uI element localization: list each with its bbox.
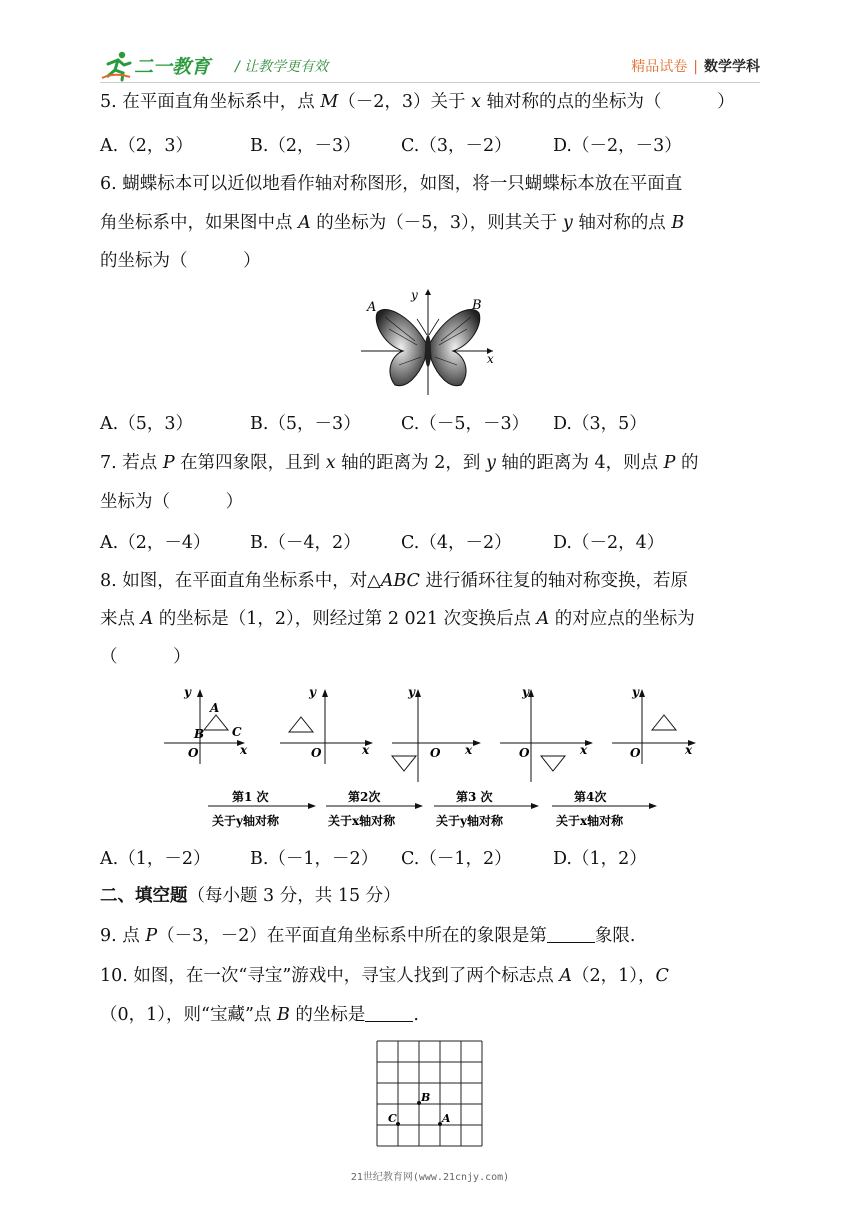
label-x: x — [487, 352, 494, 366]
svg-text:第2次: 第2次 — [348, 790, 381, 804]
svg-text:关于y轴对称: 关于y轴对称 — [212, 814, 279, 828]
panel-2 — [280, 685, 372, 764]
step-2 — [326, 789, 422, 828]
q5-option-b[interactable]: B.（2，－3） — [250, 136, 361, 156]
runner-logo-icon — [100, 48, 134, 82]
q8-line1: 8. 如图，在平面直角坐标系中，对△ABC 进行循环往复的轴对称变换，若原 — [100, 571, 688, 591]
page-footer: 21世纪教育网(www.21cnjy.com) — [350, 1172, 510, 1183]
q8-line2: 来点 A 的坐标是（1，2），则经过第 2 021 次变换后点 A 的对应点的坐标为 — [100, 609, 695, 629]
step-1 — [208, 789, 315, 828]
q10-line1: 10. 如图，在一次“寻宝”游戏中，寻宝人找到了两个标志点 A（2，1），C — [100, 966, 669, 986]
q7-line1: 7. 若点 P 在第四象限，且到 x 轴的距离为 2，到 y 轴的距离为 4，则点 P 的 — [100, 453, 699, 473]
q7-option-a[interactable]: A.（2，－4） — [100, 533, 211, 553]
svg-text:O: O — [188, 746, 199, 760]
panel-3 — [392, 685, 480, 782]
panel-5 — [612, 685, 695, 764]
panel-1 — [164, 685, 248, 764]
q7-line2: 坐标为（ ） — [100, 492, 244, 512]
q6-option-b[interactable]: B.（5，－3） — [250, 414, 361, 434]
label-a: A — [367, 300, 377, 315]
q6-option-d[interactable]: D.（3，5） — [553, 414, 647, 434]
q10-line2: （0，1），则“宝藏”点 B 的坐标是 . — [100, 1005, 419, 1025]
svg-text:x: x — [685, 743, 693, 757]
q9-answer-blank[interactable] — [547, 924, 595, 943]
q7-option-d[interactable]: D.（－2，4） — [553, 533, 665, 553]
q8-option-a[interactable]: A.（1，－2） — [100, 849, 211, 869]
svg-text:O: O — [519, 746, 530, 760]
svg-text:关于x轴对称: 关于x轴对称 — [556, 814, 624, 828]
header-subject: 数学学科 — [704, 59, 760, 75]
label-b: B — [472, 298, 482, 313]
butterfly-figure — [355, 285, 505, 397]
q10-answer-blank[interactable] — [365, 1003, 413, 1022]
q8-option-c[interactable]: C.（－1，2） — [401, 849, 512, 869]
q8-figure — [160, 682, 700, 832]
q5-option-a[interactable]: A.（2，3） — [100, 136, 193, 156]
q6-line2: 角坐标系中，如果图中点 A 的坐标为（－5，3），则其关于 y 轴对称的点 B — [100, 213, 685, 233]
svg-text:y: y — [184, 685, 191, 699]
svg-text:C: C — [232, 725, 242, 739]
q5-stem: 5. 在平面直角坐标系中，点 M（－2，3）关于 x 轴对称的点的坐标为（ ） — [100, 92, 735, 112]
section-2-heading — [100, 884, 401, 908]
q5-option-c[interactable]: C.（3，－2） — [401, 136, 512, 156]
section-note: （每小题 3 分，共 15 分） — [187, 886, 401, 906]
label-y: y — [411, 288, 418, 302]
header-divider — [100, 82, 760, 83]
q8-option-d[interactable]: D.（1，2） — [553, 849, 647, 869]
step-4 — [552, 789, 656, 828]
svg-text:x: x — [362, 743, 370, 757]
q6-option-c[interactable]: C.（－5，－3） — [401, 414, 530, 434]
q5-option-d[interactable]: D.（－2，－3） — [553, 136, 682, 156]
treasure-grid — [374, 1038, 486, 1150]
svg-text:y: y — [632, 685, 639, 699]
svg-text:B: B — [194, 727, 205, 741]
panel-4 — [500, 685, 592, 782]
header-separator: | — [693, 59, 698, 75]
svg-text:x: x — [240, 743, 248, 757]
q9-text: 9. 点 P（－3，－2）在平面直角坐标系中所在的象限是第 象限. — [100, 926, 636, 946]
svg-text:第3 次: 第3 次 — [456, 790, 493, 804]
header-label: 精品试卷 — [631, 59, 688, 75]
label-a: A — [442, 1112, 451, 1125]
svg-text:关于y轴对称: 关于y轴对称 — [436, 814, 503, 828]
svg-text:y: y — [408, 685, 415, 699]
header-right — [631, 56, 760, 76]
svg-text:O: O — [311, 746, 322, 760]
svg-text:第1 次: 第1 次 — [232, 790, 269, 804]
page-header — [100, 48, 760, 82]
svg-text:O: O — [430, 746, 441, 760]
svg-text:x: x — [580, 743, 588, 757]
q6-line3: 的坐标为（ ） — [100, 251, 261, 271]
q7-option-c[interactable]: C.（4，－2） — [401, 533, 512, 553]
svg-text:关于x轴对称: 关于x轴对称 — [328, 814, 396, 828]
q7-option-b[interactable]: B.（－4，2） — [250, 533, 361, 553]
svg-text:A: A — [210, 701, 220, 715]
logo — [100, 48, 240, 82]
q8-option-b[interactable]: B.（－1，－2） — [250, 849, 379, 869]
svg-text:y: y — [309, 685, 316, 699]
slogan: / 让教学更有效 — [235, 59, 329, 75]
q8-line3: （ ） — [100, 647, 191, 667]
svg-text:O: O — [630, 746, 641, 760]
q6-line1: 6. 蝴蝶标本可以近似地看作轴对称图形，如图，将一只蝴蝶标本放在平面直 — [100, 174, 683, 194]
section-title: 二、填空题 — [100, 886, 188, 906]
svg-text:第4次: 第4次 — [574, 790, 607, 804]
label-b: B — [421, 1091, 431, 1104]
step-3 — [434, 789, 538, 828]
q6-option-a[interactable]: A.（5，3） — [100, 414, 193, 434]
logo-text: 二一教育 — [134, 56, 211, 78]
svg-text:x: x — [465, 743, 473, 757]
svg-text:y: y — [522, 685, 529, 699]
label-c: C — [388, 1112, 397, 1125]
